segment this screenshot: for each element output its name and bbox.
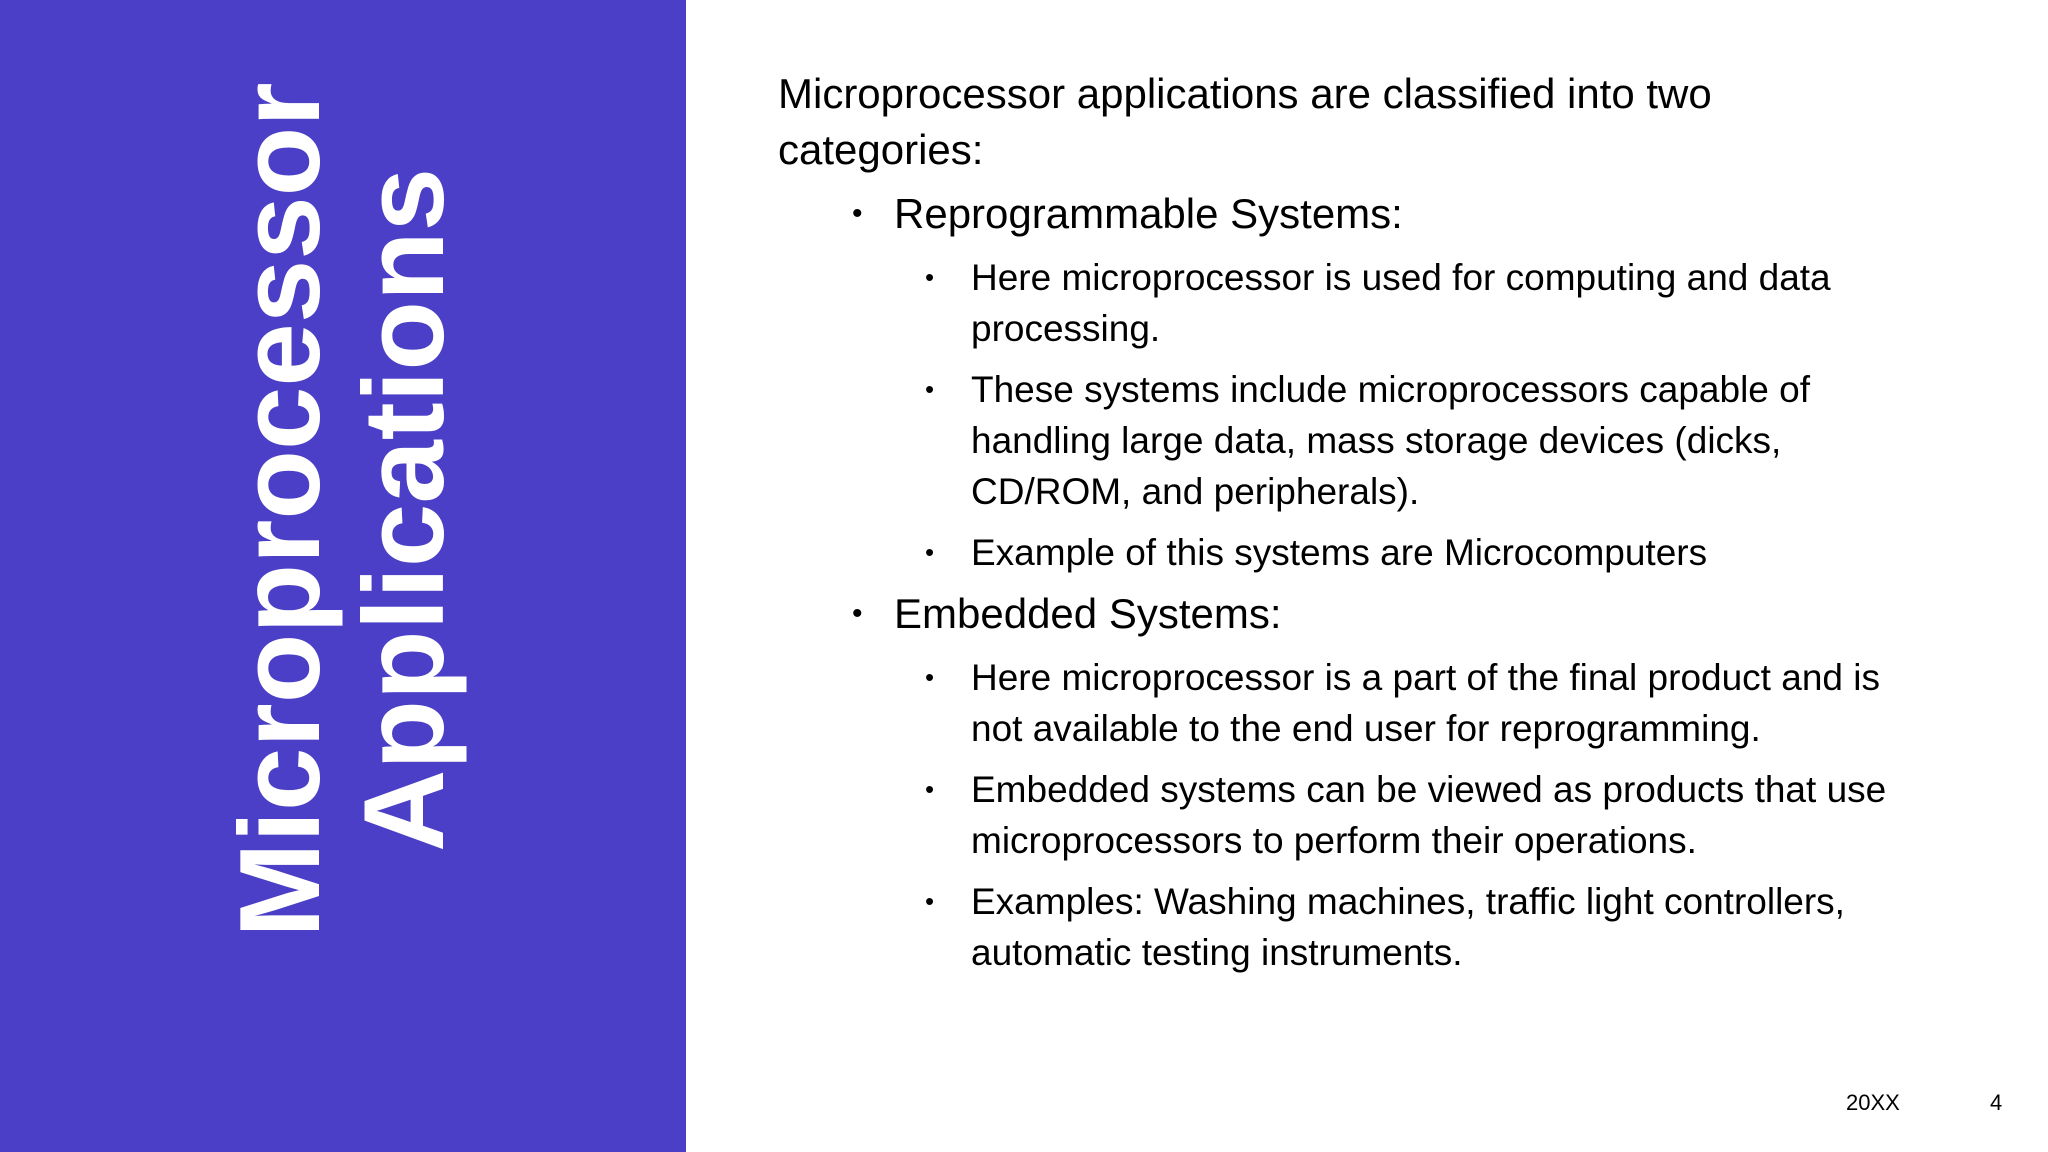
category-list <box>778 186 1888 978</box>
point-text: Example of this systems are Microcomputers <box>971 532 1708 573</box>
point-text: Embedded systems can be viewed as products that use microprocessors to perform their operations. <box>971 769 1887 861</box>
bullet-icon: • <box>852 197 863 230</box>
title-rotated-wrap <box>219 60 467 960</box>
slide-title-line-2: Applications <box>341 167 468 853</box>
intro-text: Microprocessor applications are classified into two categories: <box>778 70 1712 173</box>
point-text: Here microprocessor is a part of the final product and is not available to the end user for reprogramming. <box>971 657 1880 749</box>
bullet-icon: • <box>925 662 935 692</box>
bullet-icon: • <box>925 262 935 292</box>
point-text: These systems include microprocessors capable of handling large data, mass storage devices (dicks, CD/ROM, and peripherals). <box>971 369 1811 512</box>
bullet-icon: • <box>925 774 935 804</box>
category-item-embedded <box>778 586 1888 978</box>
list-item <box>894 252 1888 354</box>
slide-title-line-1: Microprocessor <box>217 82 344 938</box>
title-panel <box>0 0 686 1152</box>
list-item <box>894 876 1888 978</box>
slide-body <box>778 66 1888 978</box>
footer-date: 20XX <box>1846 1090 1900 1115</box>
list-item <box>894 652 1888 754</box>
list-item <box>894 764 1888 866</box>
slide-title <box>219 60 467 960</box>
category-points <box>894 652 1888 978</box>
category-heading: Reprogrammable Systems: <box>894 190 1403 237</box>
bullet-icon: • <box>925 537 935 567</box>
point-text: Here microprocessor is used for computing and data processing. <box>971 257 1831 349</box>
category-points <box>894 252 1888 578</box>
bullet-icon: • <box>925 886 935 916</box>
bullet-icon: • <box>925 374 935 404</box>
point-text: Examples: Washing machines, traffic light controllers, automatic testing instruments. <box>971 881 1845 973</box>
category-item-reprogrammable <box>778 186 1888 578</box>
bullet-icon: • <box>852 597 863 630</box>
footer-page-number: 4 <box>1990 1090 2003 1115</box>
list-item <box>894 527 1888 578</box>
category-heading: Embedded Systems: <box>894 590 1282 637</box>
list-item <box>894 364 1888 517</box>
